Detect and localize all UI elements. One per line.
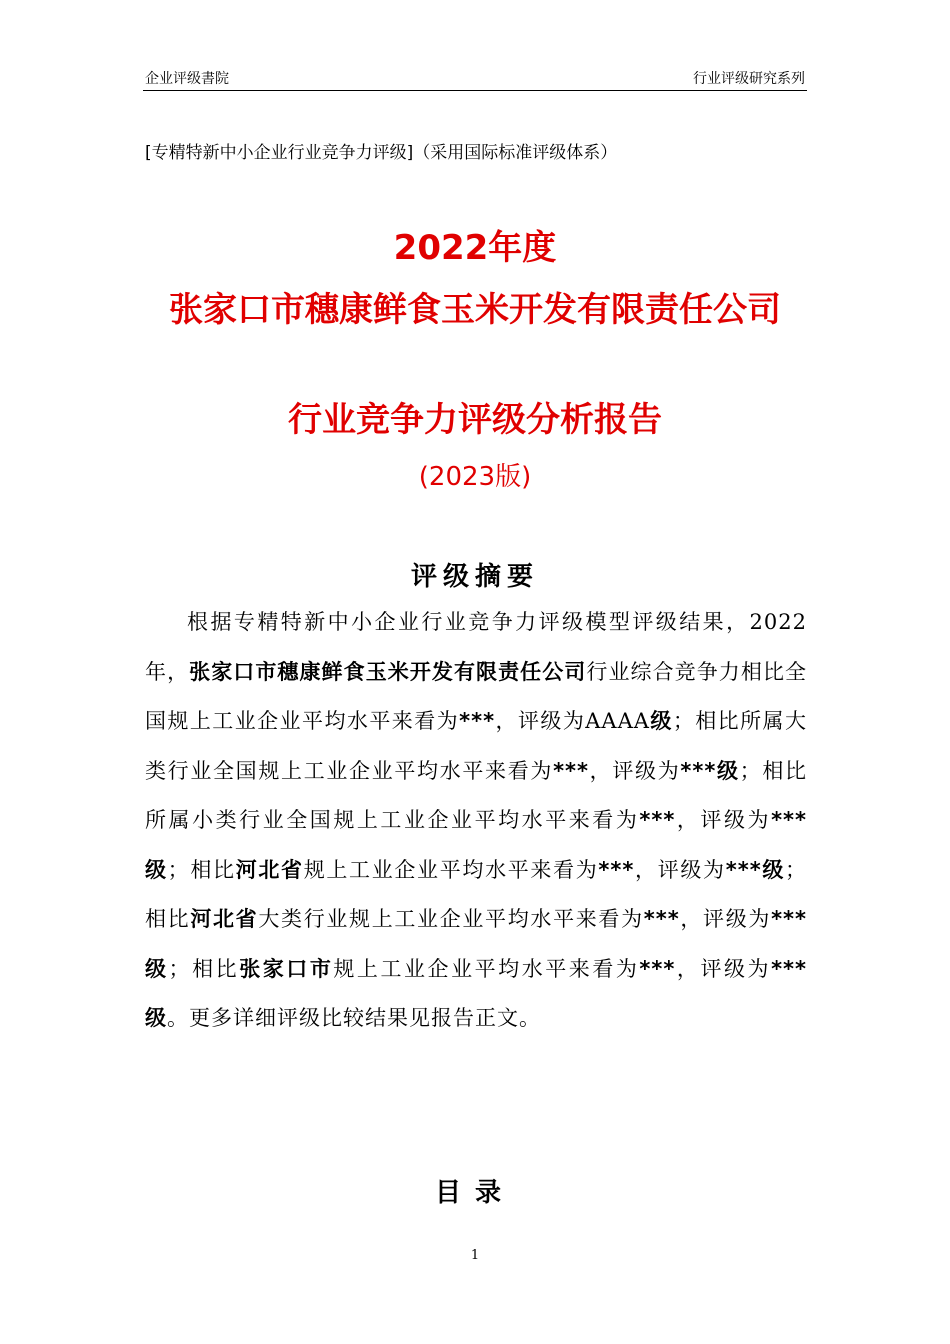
header-divider bbox=[143, 90, 807, 91]
series-label: [专精特新中小企业行业竞争力评级]（采用国际标准评级体系） bbox=[145, 143, 618, 163]
page-number: 1 bbox=[470, 1248, 480, 1263]
toc-heading: 目录 bbox=[434, 1178, 515, 1208]
title-edition: (2023版) bbox=[418, 462, 532, 492]
header-publisher: 企业评级書院 bbox=[145, 71, 229, 87]
title-company: 张家口市穗康鲜食玉米开发有限责任公司 bbox=[169, 290, 781, 330]
title-report: 行业竞争力评级分析报告 bbox=[288, 400, 662, 440]
abstract-body: 根据专精特新中小企业行业竞争力评级模型评级结果，2022年，张家口市穗康鲜食玉米开发有限责任公司行业综合竞争力相比全国规上工业企业平均水平来看为***，评级为AAAA级；相比所属大类行业全国规上工业企业平均水平来看为***，评级为***级；相比所属小类行业全国规上工业企业平均水平来看为***，评级为***级；相比河北省规上工业企业平均水平来看为***，评级为***级；相比河北省大类行业规上工业企业平均水平来看为***，评级为***级；相比张家口市规上工业企业平均水平来看为***，评级为***级。更多详细评级比较结果见报告正文。 bbox=[145, 610, 808, 1030]
company-name: 张家口市穗康鲜食玉米开发有限责任公司 bbox=[189, 659, 587, 684]
header-series: 行业评级研究系列 bbox=[693, 71, 805, 87]
abstract-heading: 评级摘要 bbox=[410, 562, 539, 592]
title-year: 2022年度 bbox=[393, 228, 557, 268]
